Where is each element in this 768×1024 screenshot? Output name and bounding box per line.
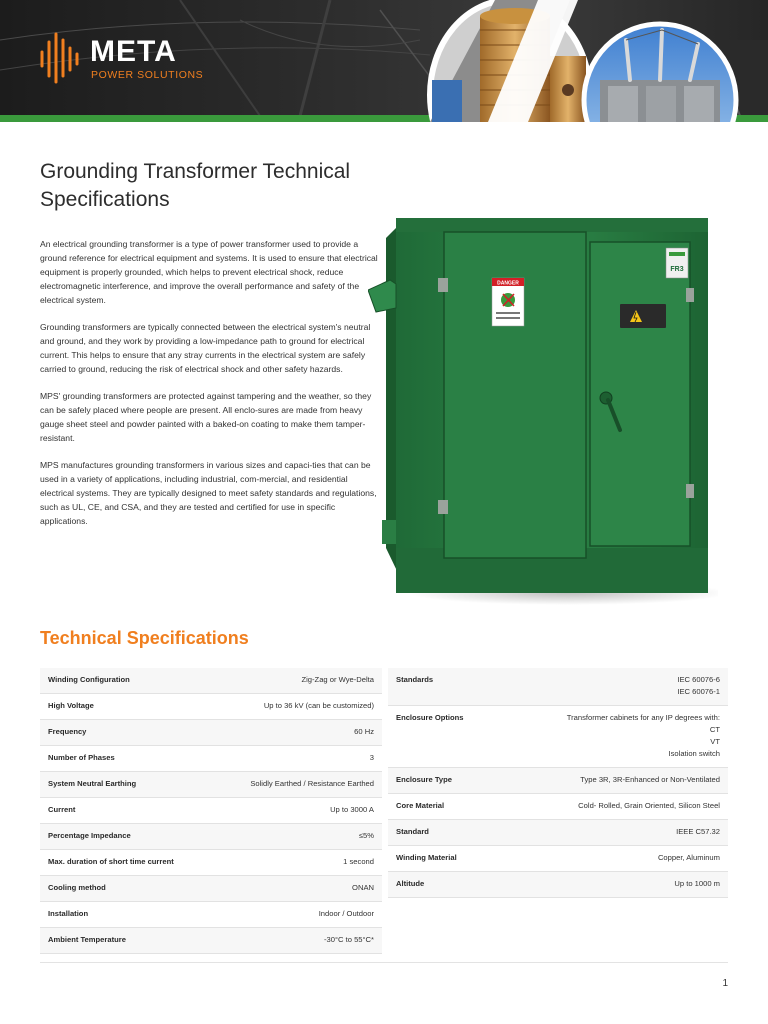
spec-value <box>212 772 382 798</box>
spec-value-line: Isolation switch <box>668 749 720 758</box>
spec-key: Altitude <box>388 872 500 898</box>
spec-value-line: Cold- Rolled, Grain Oriented, Silicon Steel <box>578 801 720 810</box>
specs-table-left <box>40 668 382 954</box>
spec-value <box>212 746 382 772</box>
specs-section-title: Technical Specifications <box>40 628 249 648</box>
intro-paragraph: Grounding transformers are typically connected between the electrical system's neutral and ground, and they work by providing a low-impedance path to ground for electrical current. This helps to ensure that any stray currents in the electrical system are safely carried to ground, reducing the risk of electrical shock and other safety hazards. <box>40 322 371 374</box>
spec-key: Winding Configuration <box>40 668 212 694</box>
spec-row <box>40 902 382 928</box>
spec-row <box>388 846 728 872</box>
spec-value <box>500 846 728 872</box>
spec-value <box>500 820 728 846</box>
spec-value <box>212 876 382 902</box>
spec-row <box>40 746 382 772</box>
spec-value-line: ONAN <box>352 883 374 892</box>
spec-value <box>212 850 382 876</box>
intro-paragraph: MPS' grounding transformers are protected against tampering and the weather, so they can be safely placed where people are present. All enclo-sures are made from heavy gauge sheet steel and powder painted with a baked-on coating to make them tamper-resistant. <box>40 391 372 443</box>
brand-logo[interactable] <box>38 32 204 84</box>
spec-key: Cooling method <box>40 876 212 902</box>
spec-value <box>212 798 382 824</box>
spec-value-line: Indoor / Outdoor <box>318 909 374 918</box>
spec-key: Current <box>40 798 212 824</box>
page-header <box>0 0 768 122</box>
spec-row <box>388 820 728 846</box>
spec-row <box>40 824 382 850</box>
substation-photo <box>584 24 736 122</box>
grounding-transformer-cabinet-image <box>368 208 718 608</box>
spec-row <box>40 850 382 876</box>
spec-value <box>212 928 382 954</box>
brand-tagline: POWER SOLUTIONS <box>91 69 204 81</box>
tag-label: FR3 <box>670 266 684 273</box>
spec-key: Core Material <box>388 794 500 820</box>
spec-key: Installation <box>40 902 212 928</box>
spec-value <box>212 824 382 850</box>
spec-value-line: 60 Hz <box>354 727 374 736</box>
spec-value <box>500 794 728 820</box>
spec-value <box>212 694 382 720</box>
spec-key: Standard <box>388 820 500 846</box>
spec-key: System Neutral Earthing <box>40 772 212 798</box>
spec-row <box>40 876 382 902</box>
spec-value-line: CT <box>709 725 720 734</box>
spec-row <box>40 668 382 694</box>
spec-value <box>500 872 728 898</box>
spec-key: Standards <box>388 668 500 706</box>
spec-value-line: IEC 60076-1 <box>677 687 720 696</box>
spec-row <box>388 768 728 794</box>
spec-value <box>500 706 728 768</box>
spec-value <box>212 668 382 694</box>
spec-row <box>388 872 728 898</box>
spec-value-line: Up to 1000 m <box>674 879 720 888</box>
spec-value-line: Up to 36 kV (can be customized) <box>263 701 374 710</box>
spec-row <box>388 706 728 768</box>
spec-key: Enclosure Type <box>388 768 500 794</box>
spec-value-line: Solidly Earthed / Resistance Earthed <box>250 779 374 788</box>
footer-divider <box>40 962 728 963</box>
spec-value-line: ≤5% <box>358 831 374 840</box>
spec-key: Winding Material <box>388 846 500 872</box>
electrical-hazard-plate <box>620 304 666 328</box>
spec-row <box>40 720 382 746</box>
spec-row <box>40 694 382 720</box>
intro-paragraph: MPS manufactures grounding transformers in various sizes and capaci-ties that can be used in a variety of applications, including industrial, com-mercial, and residential electrical systems. They are typically designed to meet safety standards and regulations, such as UL, CE, and CSA, and they are tested and certified for use in specific applications. <box>40 460 377 526</box>
spec-value <box>212 720 382 746</box>
brand-name: META <box>90 35 177 68</box>
spec-value-line: Transformer cabinets for any IP degrees with: <box>566 713 720 722</box>
danger-warning-sign <box>492 278 524 326</box>
page-title: Grounding Transformer Technical Specifications <box>40 160 351 211</box>
spec-value-line: 3 <box>369 753 374 762</box>
spec-value-line: IEC 60076-6 <box>677 675 720 684</box>
intro-paragraph: An electrical grounding transformer is a type of power transformer used to provide a ground reference for electrical equipment and systems. It is used to ensure that electrical equipment is properly grounded, which helps to prevent electrical shock, reduce electromagnetic interference, and improve the overall performance and safety of the electrical system. <box>40 239 378 305</box>
spec-key: Ambient Temperature <box>40 928 212 954</box>
spec-key: High Voltage <box>40 694 212 720</box>
spec-key: Frequency <box>40 720 212 746</box>
spec-value <box>212 902 382 928</box>
spec-key: Percentage Impedance <box>40 824 212 850</box>
danger-label: DANGER <box>497 280 519 287</box>
spec-value <box>500 668 728 706</box>
spec-key: Enclosure Options <box>388 706 500 768</box>
spec-value-line: Copper, Aluminum <box>657 853 720 862</box>
specs-table-right <box>388 668 728 898</box>
intro-text <box>40 238 380 542</box>
waveform-logo-icon <box>38 32 84 84</box>
spec-row <box>388 794 728 820</box>
spec-value-line: Type 3R, 3R-Enhanced or Non-Ventilated <box>580 775 720 784</box>
product-tag <box>666 248 688 278</box>
spec-row <box>40 772 382 798</box>
spec-value-line: Zig-Zag or Wye-Delta <box>301 675 374 684</box>
spec-value-line: -30°C to 55°C* <box>324 935 374 944</box>
spec-value-line: IEEE C57.32 <box>676 827 720 836</box>
spec-key: Number of Phases <box>40 746 212 772</box>
spec-key: Max. duration of short time current <box>40 850 212 876</box>
spec-row <box>388 668 728 706</box>
spec-row <box>40 928 382 954</box>
spec-row <box>40 798 382 824</box>
spec-value-line: 1 second <box>343 857 374 866</box>
page-number: 1 <box>722 978 728 989</box>
spec-value-line: VT <box>710 737 720 746</box>
product-photo-collage <box>420 0 768 122</box>
spec-value <box>500 768 728 794</box>
spec-value-line: Up to 3000 A <box>330 805 374 814</box>
